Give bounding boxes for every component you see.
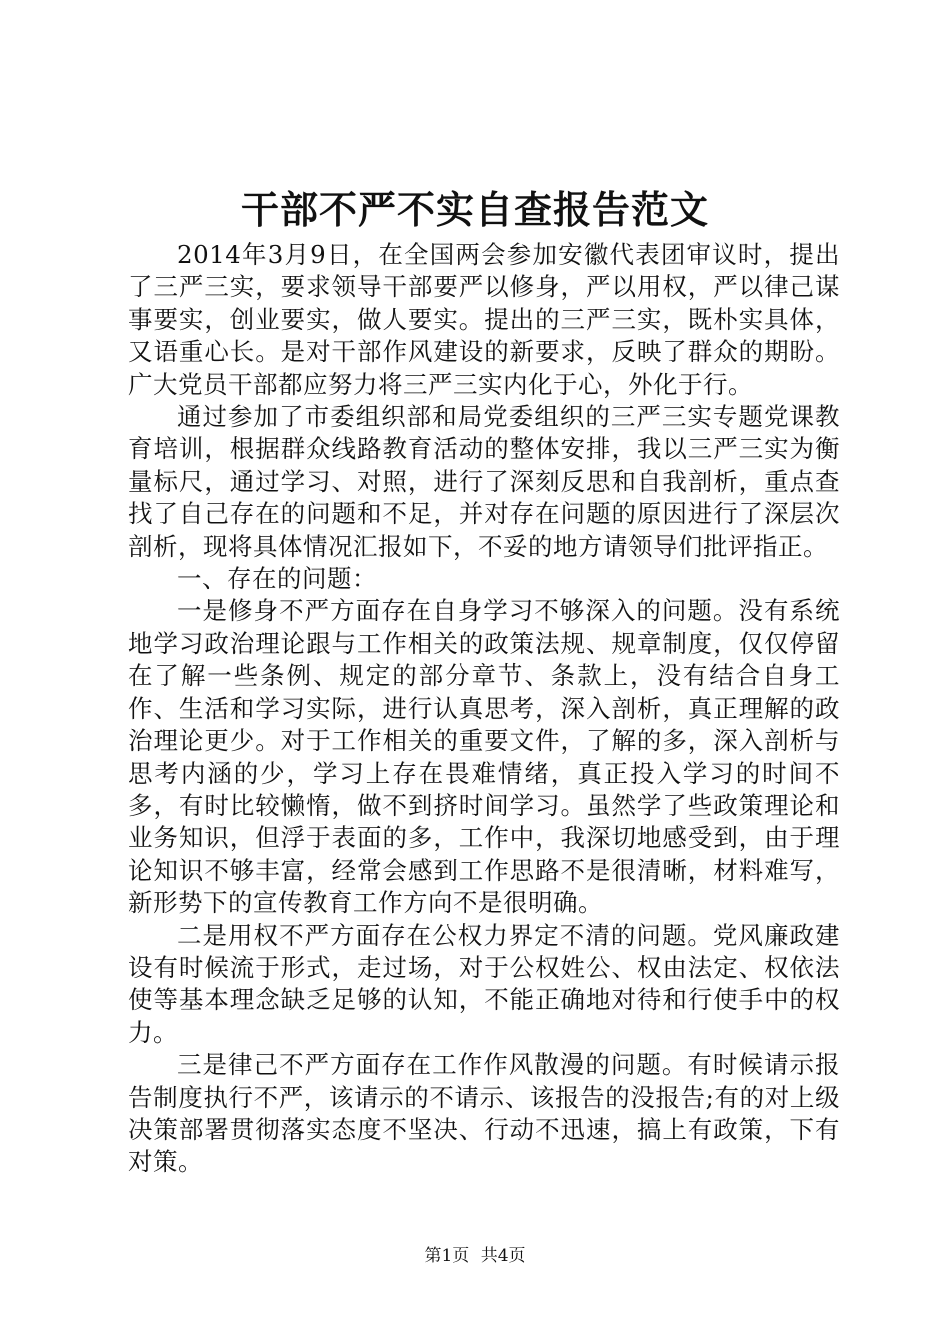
page-footer bbox=[0, 1244, 950, 1268]
paragraph-intro: 2014年3月9日，在全国两会参加安徽代表团审议时，提出了三严三实，要求领导干部要严以修身，严以用权，严以律己谋事要实，创业要实，做人要实。提出的三严三实，既朴实具体，又语重心长。是对干部作风建设的新要求，反映了群众的期盼。广大党员干部都应努力将三严三实内化于心，外化于行。 bbox=[128, 240, 840, 399]
section-heading-problems: 一、存在的问题： bbox=[177, 564, 377, 594]
document-title: 干部不严不实自查报告范文 bbox=[240, 187, 709, 232]
paragraph-training: 通过参加了市委组织部和局党委组织的三严三实专题党课教育培训，根据群众线路教育活动的整体安排，我以三严三实为衡量标尺，通过学习、对照，进行了深刻反思和自我剖析，重点查找了自己存在的问题和不足，并对存在问题的原因进行了深层次剖析，现将具体情况汇报如下，不妥的地方请领导们批评指正。 bbox=[128, 402, 840, 561]
page-number-current: 第1页 bbox=[424, 1246, 470, 1266]
document-body bbox=[128, 239, 840, 1179]
paragraph-problem-2: 二是用权不严方面存在公权力界定不清的问题。党风廉政建设有时候流于形式，走过场，对于公权姓公、权由法定、权依法使等基本理念缺乏足够的认知，不能正确地对待和行使手中的权力。 bbox=[128, 920, 840, 1047]
paragraph-problem-3: 三是律己不严方面存在工作作风散漫的问题。有时候请示报告制度执行不严，该请示的不请示、该报告的没报告;有的对上级决策部署贯彻落实态度不坚决、行动不迅速，搞上有政策，下有对策。 bbox=[128, 1050, 840, 1177]
paragraph-problem-1: 一是修身不严方面存在自身学习不够深入的问题。没有系统地学习政治理论跟与工作相关的政策法规、规章制度，仅仅停留在了解一些条例、规定的部分章节、条款上，没有结合自身工作、生活和学习实际，进行认真思考，深入剖析，真正理解的政治理论更少。对于工作相关的重要文件，了解的多，深入剖析与思考内涵的少，学习上存在畏难情绪，真正投入学习的时间不多，有时比较懒惰，做不到挤时间学习。虽然学了些政策理论和业务知识，但浮于表面的多，工作中，我深切地感受到，由于理论知识不够丰富，经常会感到工作思路不是很清晰，材料难写，新形势下的宣传教育工作方向不是很明确。 bbox=[128, 596, 840, 918]
page-number-total: 共4页 bbox=[480, 1246, 526, 1266]
